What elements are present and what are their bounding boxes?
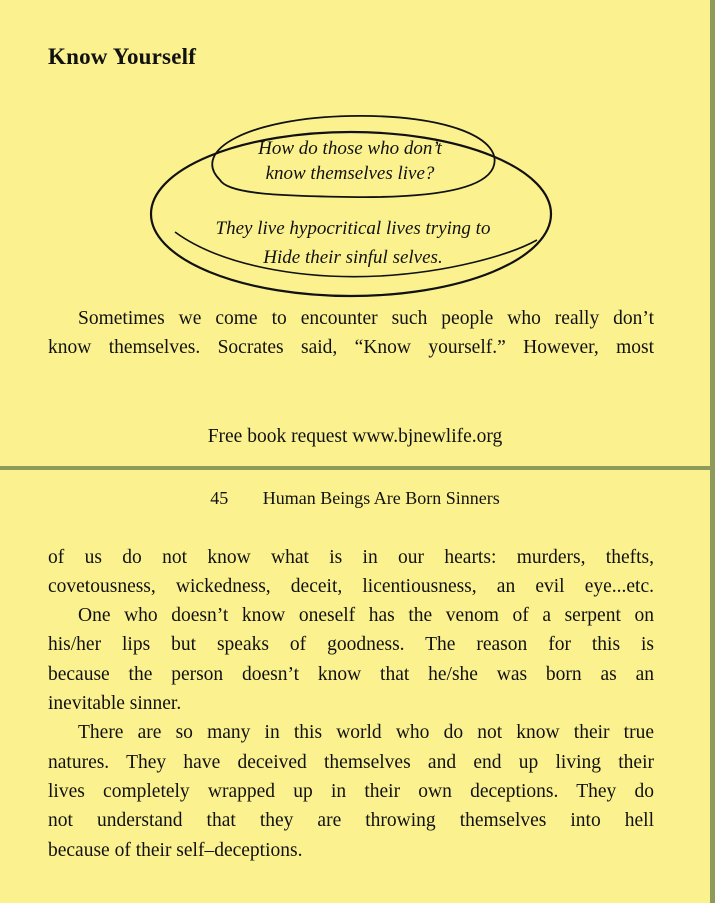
running-header [0, 488, 710, 509]
body-line: There are so many in this world who do not know their true [78, 722, 654, 743]
body-line: inevitable sinner. [48, 693, 182, 714]
body-line: Sometimes we come to encounter such people who really don’t [78, 308, 654, 329]
body-line: not understand that they are throwing themselves into hell [48, 810, 654, 831]
oval-answer-line-2: Hide their sinful selves. [263, 247, 443, 268]
running-title: Human Beings Are Born Sinners [262, 488, 500, 508]
page-number: 45 [210, 488, 229, 508]
page-edge [710, 0, 715, 903]
body-line: One who doesn’t know oneself has the venom of a serpent on [78, 605, 654, 626]
oval-question-line-2: know themselves live? [265, 163, 435, 184]
body-line: natures. They have deceived themselves and end up living their [48, 752, 654, 773]
body-line: of us do not know what is in our hearts: murders, thefts, [48, 547, 654, 568]
free-book-request-text: Free book request www.bjnewlife.org [207, 426, 503, 447]
section-heading: Know Yourself [48, 44, 197, 69]
body-line: know themselves. Socrates said, “Know yourself.” However, most [48, 337, 654, 358]
oval-question-line-1: How do those who don’t [258, 138, 442, 159]
body-line: his/her lips but speaks of goodness. The reason for this is [48, 634, 654, 655]
body-line: because the person doesn’t know that he/she was born as an [48, 664, 654, 685]
body-line: covetousness, wickedness, deceit, licentiousness, an evil eye...etc. [48, 576, 654, 597]
page-divider [0, 466, 710, 470]
oval-answer-line-1: They live hypocritical lives trying to [215, 218, 491, 239]
body-line: because of their self–deceptions. [48, 840, 303, 861]
body-line: lives completely wrapped up in their own deceptions. They do [48, 781, 654, 802]
